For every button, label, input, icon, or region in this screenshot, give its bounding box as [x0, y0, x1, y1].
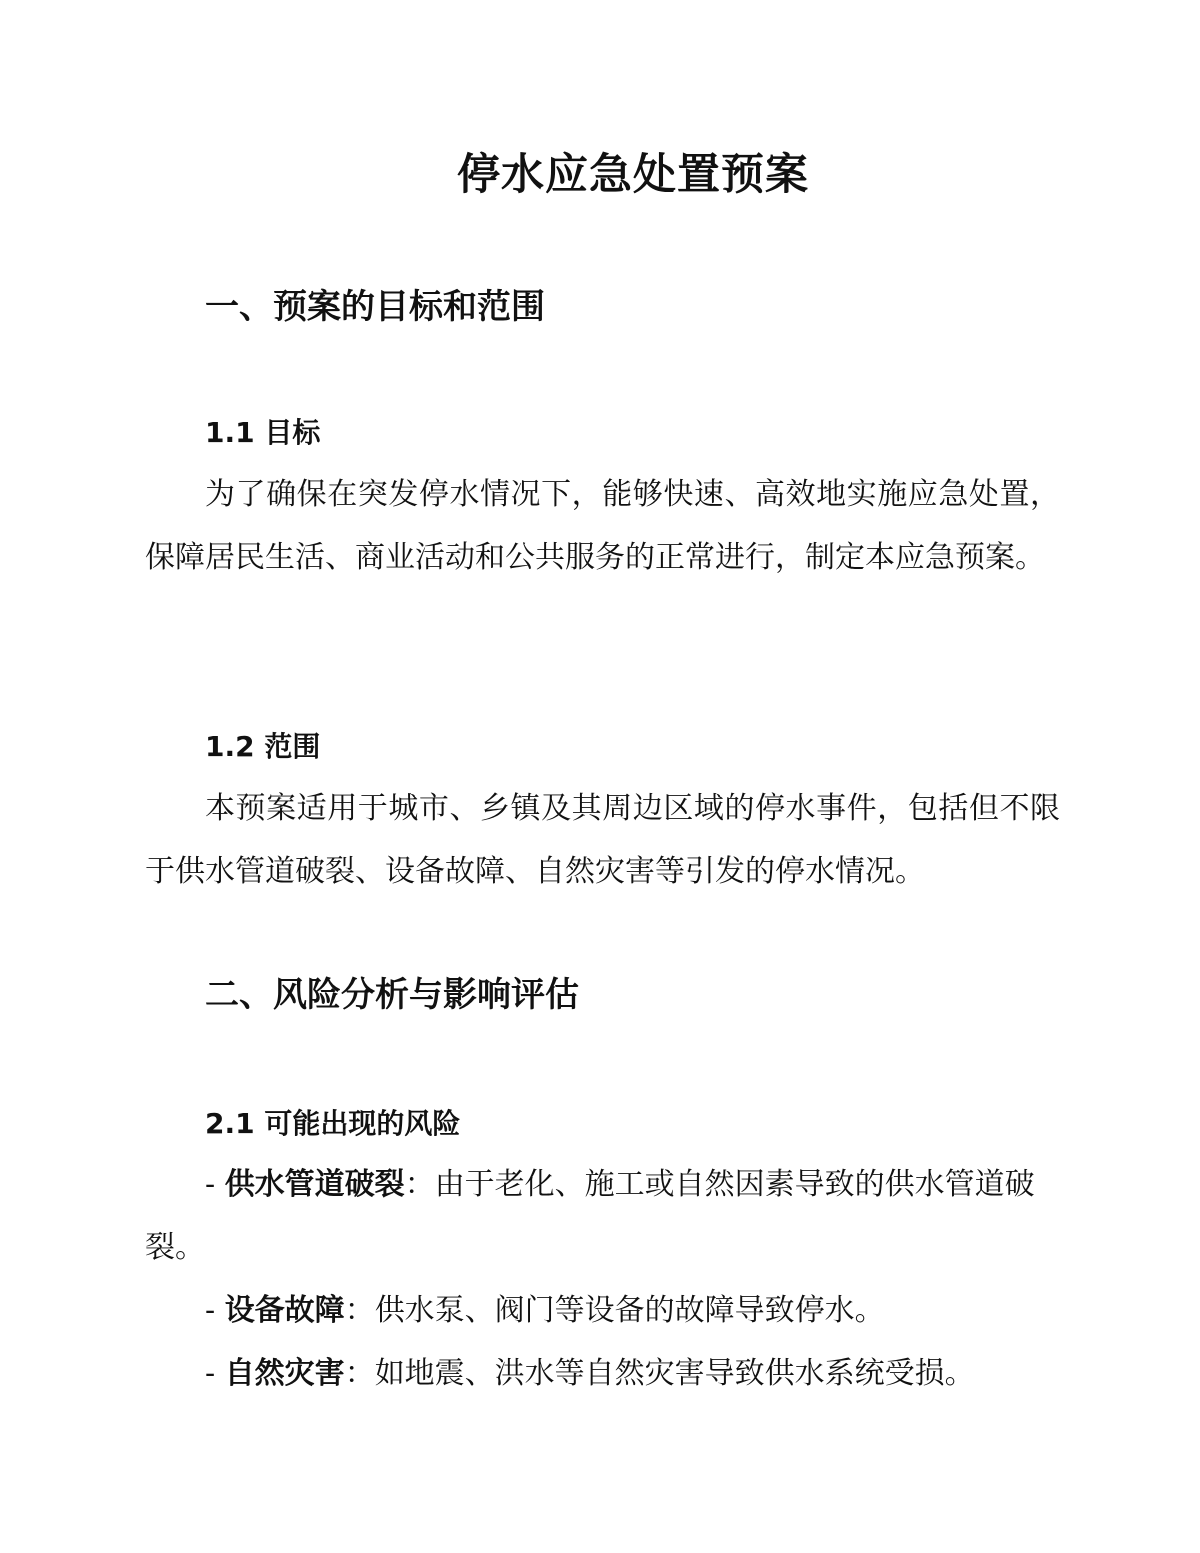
risk-description: 由于老化、施工或自然因素导致的供水管道破裂。 [145, 1167, 1035, 1265]
risk-term: 自然灾害 [224, 1356, 345, 1391]
risk-description: 供水泵、阀门等设备的故障导致停水。 [374, 1293, 885, 1328]
section-heading-1: 一、预案的目标和范围 [205, 287, 545, 327]
risk-term: 设备故障 [224, 1293, 345, 1328]
risk-list-item [145, 1279, 1060, 1342]
paragraph-scope: 本预案适用于城市、乡镇及其周边区域的停水事件，包括但不限于供水管道破裂、设备故障、自然灾害等引发的停水情况。 [145, 791, 1060, 889]
risk-list-item [145, 1153, 1060, 1279]
subsection-heading-1-2: 1.2 范围 [205, 730, 321, 763]
risk-separator: ： [344, 1293, 375, 1328]
subsection-heading-2-1: 2.1 可能出现的风险 [205, 1107, 461, 1140]
risk-separator: ： [344, 1356, 375, 1391]
paragraph-goal: 为了确保在突发停水情况下，能够快速、高效地实施应急处置，保障居民生活、商业活动和公共服务的正常进行，制定本应急预案。 [145, 477, 1060, 575]
risk-description: 如地震、洪水等自然灾害导致供水系统受损。 [374, 1356, 975, 1391]
document-title: 停水应急处置预案 [457, 150, 809, 200]
list-bullet: - [205, 1293, 225, 1328]
subsection-heading-1-1: 1.1 目标 [205, 416, 321, 449]
list-bullet: - [205, 1356, 225, 1391]
section-heading-2: 二、风险分析与影响评估 [205, 975, 579, 1015]
risk-term: 供水管道破裂 [224, 1167, 405, 1202]
risk-separator: ： [404, 1167, 435, 1202]
risk-list-item [145, 1342, 1060, 1405]
list-bullet: - [205, 1167, 225, 1202]
